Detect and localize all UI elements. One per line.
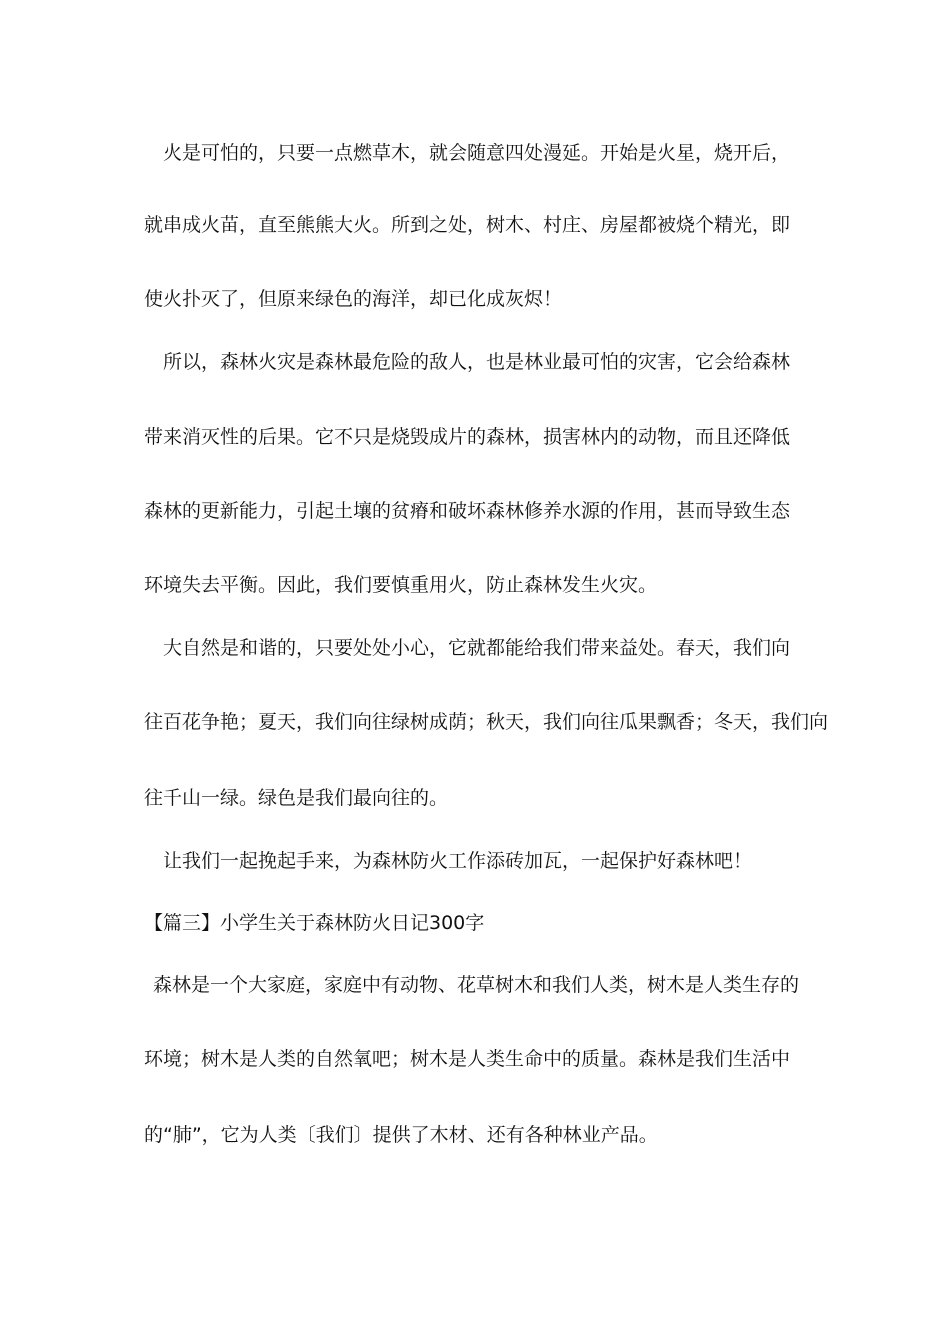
text-line: 火是可怕的，只要一点燃草木，就会随意四处漫延。开始是火星，烧开后， <box>163 142 791 164</box>
text-line: 环境；树木是人类的自然氧吧；树木是人类生命中的质量。森林是我们生活中 <box>144 1048 791 1070</box>
text-line: 让我们一起挽起手来，为森林防火工作添砖加瓦，一起保护好森林吧！ <box>163 850 753 872</box>
section-heading: 【篇三】小学生关于森林防火日记300字 <box>144 912 485 934</box>
text-line: 环境失去平衡。因此，我们要慎重用火，防止森林发生火灾。 <box>144 574 658 596</box>
text-line: 往百花争艳；夏天，我们向往绿树成荫；秋天，我们向往瓜果飘香；冬天，我们向 <box>144 711 829 733</box>
text-line: 大自然是和谐的，只要处处小心，它就都能给我们带来益处。春天，我们向 <box>163 637 791 659</box>
text-line: 的“肺”，它为人类〔我们〕提供了木材、还有各种林业产品。 <box>144 1124 658 1146</box>
text-line: 森林是一个大家庭，家庭中有动物、花草树木和我们人类，树木是人类生存的 <box>153 974 800 996</box>
text-line: 使火扑灭了，但原来绿色的海洋，却已化成灰烬！ <box>144 288 563 310</box>
text-line: 就串成火苗，直至熊熊大火。所到之处，树木、村庄、房屋都被烧个精光，即 <box>144 214 791 236</box>
text-line: 往千山一绿。绿色是我们最向往的。 <box>144 787 449 809</box>
text-line: 带来消灭性的后果。它不只是烧毁成片的森林，损害林内的动物，而且还降低 <box>144 426 791 448</box>
text-line: 森林的更新能力，引起土壤的贫瘠和破坏森林修养水源的作用，甚而导致生态 <box>144 500 791 522</box>
text-line: 所以，森林火灾是森林最危险的敌人，也是林业最可怕的灾害，它会给森林 <box>163 351 791 373</box>
